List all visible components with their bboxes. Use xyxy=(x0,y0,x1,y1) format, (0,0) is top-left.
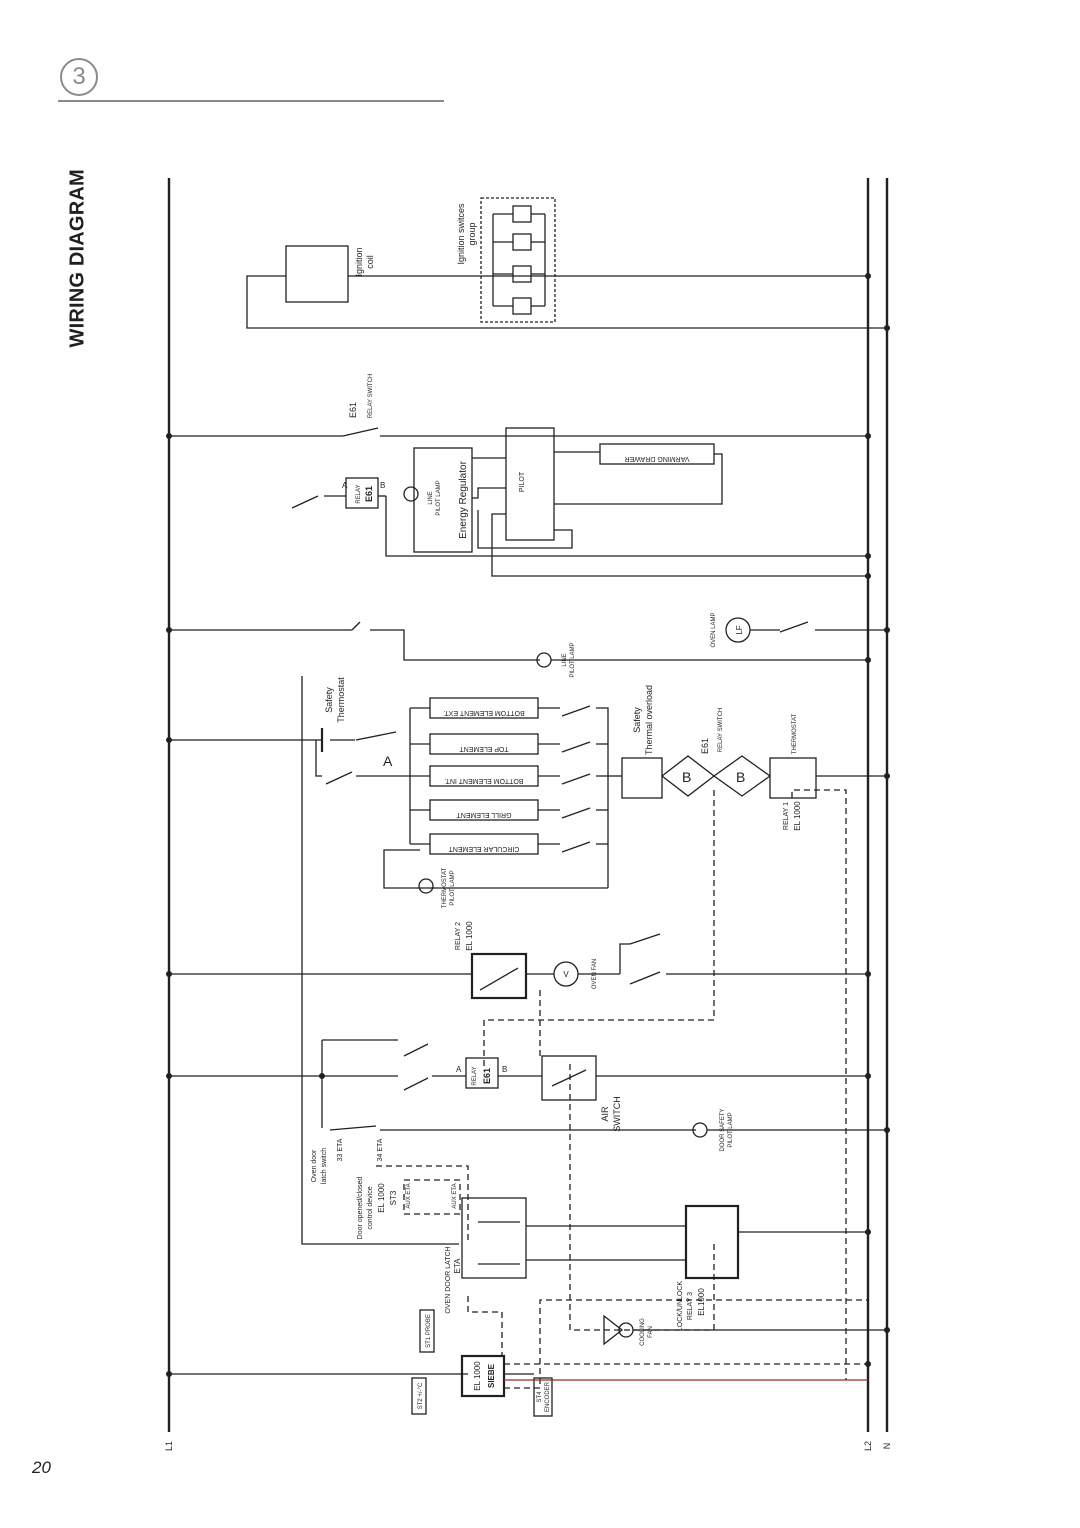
svg-text:GRILL ELEMENT: GRILL ELEMENT xyxy=(456,811,512,818)
lock-unlock-relay3-box xyxy=(686,1206,738,1278)
thermal-overload-box xyxy=(622,758,662,798)
svg-text:LINE: LINE xyxy=(562,653,568,667)
page-title: WIRING DIAGRAM xyxy=(66,169,89,348)
svg-text:AUX ETA: AUX ETA xyxy=(452,1183,458,1209)
rail-l1-label: L1 xyxy=(164,1440,174,1452)
svg-text:A: A xyxy=(383,753,393,769)
oven-lamp-label: OVEN LAMP xyxy=(711,612,717,648)
safety-thermostat-label: Safety xyxy=(324,687,334,713)
svg-text:RELAY 1: RELAY 1 xyxy=(783,801,790,831)
svg-text:EL1000: EL1000 xyxy=(697,1288,706,1316)
svg-text:OVEN FAN: OVEN FAN xyxy=(592,958,598,990)
svg-text:EL 1000: EL 1000 xyxy=(377,1183,386,1213)
svg-text:PILOT: PILOT xyxy=(519,471,526,493)
svg-text:A: A xyxy=(342,481,348,490)
svg-text:FAN: FAN xyxy=(648,1326,654,1338)
svg-text:EL 1000: EL 1000 xyxy=(465,921,474,951)
svg-text:LOCK/UNLOCK: LOCK/UNLOCK xyxy=(677,1280,684,1332)
ignition-switches-label: Ignition switces xyxy=(456,203,466,265)
svg-text:BOTTOM ELEMENT EXT.: BOTTOM ELEMENT EXT. xyxy=(443,709,525,716)
svg-text:THERMOSTAT: THERMOSTAT xyxy=(792,713,798,755)
svg-text:RELAY SWITCH: RELAY SWITCH xyxy=(718,707,724,753)
svg-text:EL 1000: EL 1000 xyxy=(473,1361,482,1391)
svg-text:ENCODER: ENCODER xyxy=(545,1381,551,1413)
e61-label: E61 xyxy=(348,401,358,419)
svg-text:RELAY 2: RELAY 2 xyxy=(455,921,462,951)
svg-text:AIR: AIR xyxy=(600,1106,610,1122)
ignition-coil-box xyxy=(286,246,348,302)
svg-text:ST4: ST4 xyxy=(537,1391,543,1403)
ignition-switches-group-box xyxy=(481,198,555,322)
svg-text:TOP ELEMENT: TOP ELEMENT xyxy=(459,745,509,752)
svg-text:control device: control device xyxy=(367,1186,374,1230)
oven-door-latch-eta-box xyxy=(462,1198,526,1278)
energy-regulator-label: Energy Regulator xyxy=(458,461,469,539)
pilot-switch-box xyxy=(506,428,554,540)
svg-text:CIRCULAR ELEMENT: CIRCULAR ELEMENT xyxy=(448,845,520,852)
svg-text:B: B xyxy=(380,481,386,490)
svg-text:34 ETA: 34 ETA xyxy=(377,1138,384,1162)
svg-text:EL 1000: EL 1000 xyxy=(793,801,802,831)
svg-text:LF: LF xyxy=(735,625,744,635)
svg-text:SIEBE: SIEBE xyxy=(487,1363,496,1389)
svg-text:THERMOSTAT: THERMOSTAT xyxy=(442,867,448,909)
svg-text:RELAY: RELAY xyxy=(472,1066,478,1086)
svg-text:E61: E61 xyxy=(364,485,374,503)
svg-text:E61: E61 xyxy=(482,1067,492,1085)
svg-text:PILOT LAMP: PILOT LAMP xyxy=(436,480,442,516)
svg-text:ST2 +/-°C: ST2 +/-°C xyxy=(418,1382,424,1410)
relay-switch-label: RELAY SWITCH xyxy=(368,373,374,419)
rail-n-label: N xyxy=(882,1442,892,1450)
svg-text:DOOR SAFETY: DOOR SAFETY xyxy=(720,1108,726,1152)
svg-text:LINE: LINE xyxy=(428,491,434,505)
svg-text:B: B xyxy=(502,1065,508,1074)
svg-text:ETA: ETA xyxy=(453,1258,462,1274)
svg-text:Thermostat: Thermostat xyxy=(336,677,346,723)
relay1-thermostat-box xyxy=(770,758,816,798)
svg-text:RELAY 3: RELAY 3 xyxy=(687,1291,694,1321)
svg-text:33 ETA: 33 ETA xyxy=(337,1138,344,1162)
svg-text:ST1 PROBE: ST1 PROBE xyxy=(426,1314,432,1348)
svg-text:B: B xyxy=(682,769,692,785)
svg-text:ST3: ST3 xyxy=(389,1190,398,1206)
svg-text:OVEN DOOR LATCH: OVEN DOOR LATCH xyxy=(445,1246,452,1314)
svg-text:B: B xyxy=(736,769,746,785)
svg-text:COOLING: COOLING xyxy=(640,1318,646,1346)
svg-text:RELAY: RELAY xyxy=(356,484,362,504)
svg-text:latch switch: latch switch xyxy=(321,1147,328,1185)
svg-text:coil: coil xyxy=(365,255,375,269)
thermal-overload-label: Safety xyxy=(632,707,642,733)
svg-text:PILOT LAMP: PILOT LAMP xyxy=(728,1112,734,1148)
svg-text:PILOT LAMP: PILOT LAMP xyxy=(450,870,456,906)
svg-text:A: A xyxy=(456,1065,462,1074)
svg-text:group: group xyxy=(467,222,477,246)
ignition-coil-label: Ignition xyxy=(354,247,364,277)
section-number-badge: 3 xyxy=(60,58,98,96)
rail-l2-label: L2 xyxy=(863,1440,873,1452)
relay2-box xyxy=(472,954,526,998)
svg-text:AUX ETA: AUX ETA xyxy=(406,1183,412,1209)
svg-text:SWITCH: SWITCH xyxy=(612,1096,622,1132)
svg-text:Oven door: Oven door xyxy=(311,1149,318,1183)
page-number: 20 xyxy=(32,1458,51,1477)
svg-text:Door opened/closed: Door opened/closed xyxy=(357,1176,364,1240)
svg-text:V: V xyxy=(563,970,569,979)
svg-text:Thermal overload: Thermal overload xyxy=(644,684,654,756)
svg-text:E61: E61 xyxy=(700,737,710,755)
svg-text:PILOT LAMP: PILOT LAMP xyxy=(570,642,576,678)
warming-drawer-label: VARMING DRAWER xyxy=(624,455,690,462)
siebe-controller-box xyxy=(462,1356,504,1396)
svg-text:BOTTOM ELEMENT INT.: BOTTOM ELEMENT INT. xyxy=(444,777,524,784)
